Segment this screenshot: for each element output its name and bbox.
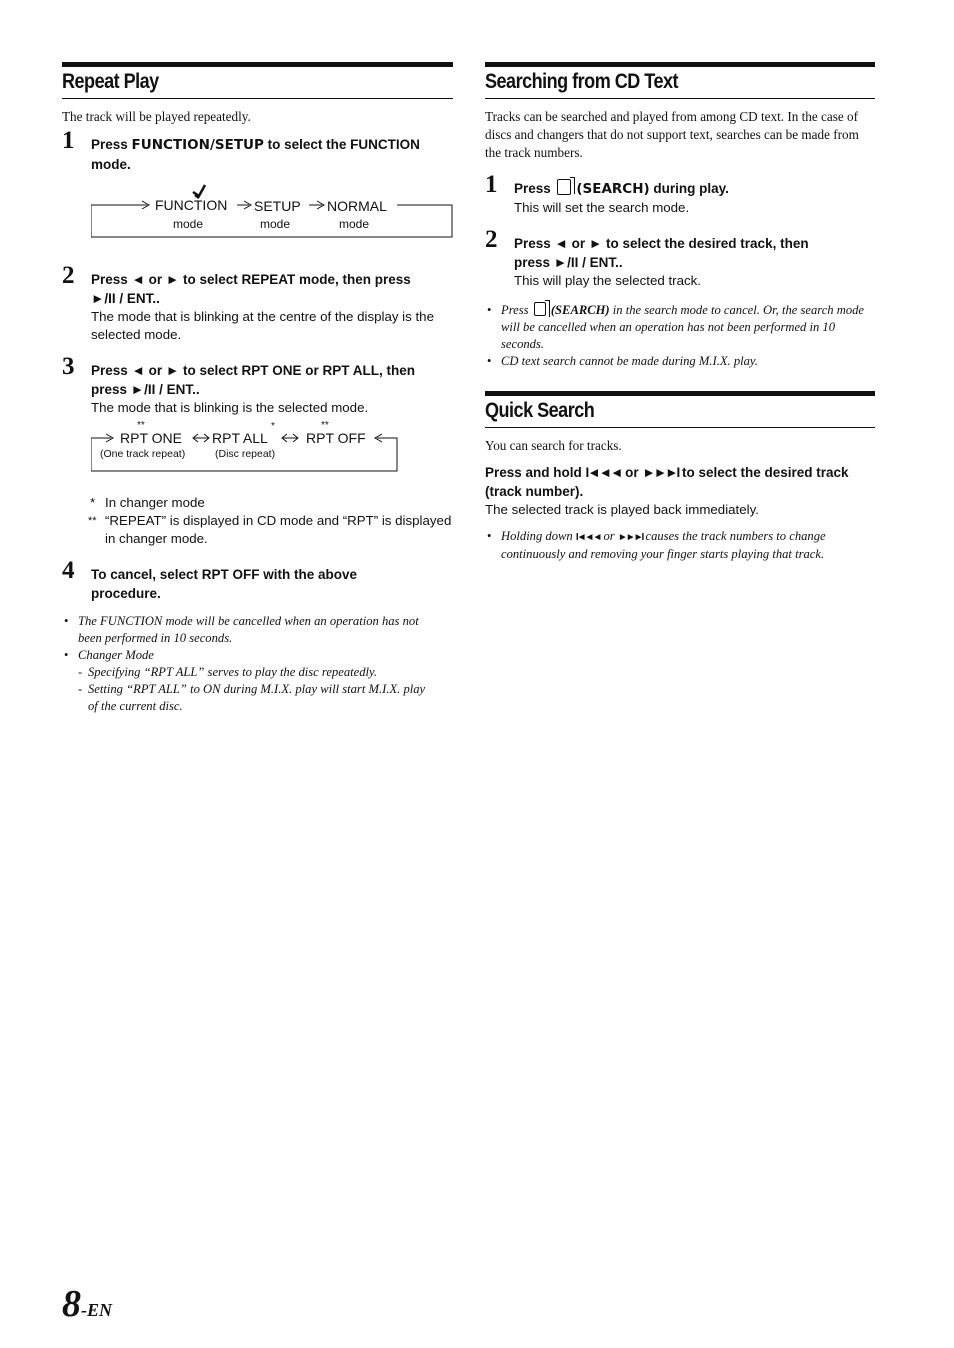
step-title-pre: Press — [514, 181, 551, 196]
step-title: To cancel, select RPT OFF with the above procedure. — [91, 567, 358, 601]
step-title — [91, 135, 453, 174]
bullet-dot: • — [487, 529, 492, 543]
section-title: Repeat Play — [62, 70, 159, 93]
step-title-line: Press ◄ or ► to select REPEAT mode, then press — [91, 272, 411, 287]
list-item — [62, 613, 435, 647]
search-button-label: (SEARCH) — [550, 303, 610, 317]
notes-list — [62, 613, 453, 664]
step-title-post: during play. — [649, 181, 729, 196]
mode-caption: mode — [173, 217, 204, 231]
step-title-line: press ►/II / ENT.. — [91, 382, 200, 397]
function-setup-button: FUNCTION/SETUP — [131, 137, 264, 153]
list-item-text: Press — [501, 303, 529, 317]
list-item-text: in the search mode to cancel. Or, the search mode will be cancelled when an operation has not been performed in 10 seconds. — [501, 303, 865, 351]
footnote-mark: * — [271, 421, 275, 432]
intro-text: The track will be played repeatedly. — [62, 109, 251, 124]
list-item — [485, 528, 875, 563]
step-number: 2 — [62, 262, 75, 289]
step-title-line: ►/II / ENT.. — [91, 291, 160, 306]
list-item-text: Specifying “RPT ALL” serves to play the disc repeatedly. — [88, 665, 378, 679]
function-label: FUNCTION — [155, 197, 228, 213]
list-item-text: causes the track numbers to change continuously and removing your finger starts playing that track. — [501, 529, 826, 561]
footnote-text: “REPEAT” is displayed in CD mode and “RPT” is displayed in changer mode. — [105, 513, 452, 546]
sub-bullet-dash: - — [78, 682, 83, 696]
step-4 — [62, 557, 453, 603]
step-title-post: to select the FUNCTION mode. — [91, 137, 420, 172]
list-item — [485, 353, 875, 370]
bullet-dot: • — [64, 648, 69, 662]
notes-list — [485, 528, 875, 563]
list-item-text: CD text search cannot be made during M.I.X. play. — [501, 354, 758, 368]
list-item-text: or — [600, 529, 618, 543]
one-track-caption: (One track repeat) — [100, 448, 186, 460]
footnote-mark: ** — [137, 420, 145, 431]
footnote-1 — [88, 494, 453, 512]
section-title: Searching from CD Text — [485, 70, 679, 93]
step-number: 3 — [62, 353, 75, 380]
repeat-mode-diagram — [91, 420, 401, 475]
page-number: 8 — [62, 1283, 81, 1325]
step-1 — [485, 171, 875, 217]
step-number: 1 — [485, 171, 498, 198]
list-item-text: Setting “RPT ALL” to ON during M.I.X. play will start M.I.X. play of the current disc. — [88, 682, 426, 713]
step-number: 2 — [485, 226, 498, 253]
step-body: The mode that is blinking is the selected mode. — [91, 400, 369, 415]
search-button-label: (SEARCH) — [576, 181, 650, 197]
page-language-suffix: -EN — [81, 1300, 112, 1320]
step-title — [514, 179, 875, 199]
next-track-icon: ►►►I — [642, 465, 679, 480]
step-body: This will set the search mode. — [514, 200, 690, 215]
search-icon — [557, 179, 571, 195]
sub-list-item — [62, 664, 453, 681]
repeat-play-section — [62, 62, 453, 715]
step-body: The selected track is played back immediately. — [485, 502, 759, 517]
footnote-mark: ** — [321, 420, 329, 431]
mode-caption: mode — [260, 217, 291, 231]
rpt-all-label: RPT ALL — [212, 430, 268, 446]
step-title-pre: Press and hold — [485, 465, 586, 480]
step-title-line: Press ◄ or ► to select RPT ONE or RPT ALL, then — [91, 363, 416, 378]
previous-track-icon: I◄◄◄ — [585, 465, 622, 480]
bullet-dot: • — [487, 303, 492, 317]
footnote-mark: ** — [88, 515, 97, 527]
step-2 — [485, 226, 875, 290]
step-title-line: press ►/II / ENT.. — [514, 255, 623, 270]
step-title-pre: Press — [91, 137, 132, 152]
previous-track-icon: I◄◄◄ — [575, 532, 601, 543]
section-header — [485, 62, 875, 99]
list-item — [485, 302, 875, 353]
list-item — [62, 647, 435, 664]
step-title-post: to select the desired track (track number). — [485, 465, 849, 499]
notes-list — [485, 302, 875, 370]
next-track-icon: ►►►I — [617, 532, 643, 543]
step-3 — [62, 353, 453, 417]
step-number: 1 — [62, 127, 75, 154]
sub-list-item — [62, 681, 453, 715]
function-mode-diagram — [91, 184, 453, 240]
rpt-one-label: RPT ONE — [120, 430, 182, 446]
disc-repeat-caption: (Disc repeat) — [215, 448, 276, 460]
list-item-text: The FUNCTION mode will be cancelled when an operation has not been performed in 10 seconds. — [78, 614, 419, 645]
section-header — [62, 62, 453, 99]
step-title-or: or — [621, 465, 643, 480]
footnote-mark: * — [90, 495, 96, 510]
normal-label: NORMAL — [327, 198, 387, 214]
intro-text: Tracks can be searched and played from among CD text. In the case of discs and changers that do not support text, searches can be made from the track numbers. — [485, 109, 859, 160]
list-item-text: Holding down — [501, 529, 576, 543]
page-footer — [62, 1282, 112, 1326]
step-title-line: Press ◄ or ► to select the desired track, then — [514, 236, 809, 251]
quick-search-header — [485, 391, 875, 428]
quick-search-step — [485, 463, 875, 501]
step-1 — [62, 127, 453, 174]
footnote-2 — [88, 512, 453, 548]
rpt-off-label: RPT OFF — [306, 430, 366, 446]
list-item-text: Changer Mode — [78, 648, 154, 662]
section-title: Quick Search — [485, 399, 595, 422]
sub-bullet-dash: - — [78, 665, 83, 679]
footnote-text: In changer mode — [105, 495, 205, 510]
step-body: This will play the selected track. — [514, 273, 701, 288]
bullet-dot: • — [487, 354, 492, 368]
intro-text: You can search for tracks. — [485, 438, 622, 453]
step-body: The mode that is blinking at the centre of the display is the selected mode. — [91, 309, 434, 342]
step-2 — [62, 262, 453, 344]
cd-text-search-section — [485, 62, 875, 563]
bullet-dot: • — [64, 614, 69, 628]
search-icon — [534, 302, 546, 316]
mode-caption: mode — [339, 217, 370, 231]
step-number: 4 — [62, 557, 75, 584]
setup-label: SETUP — [254, 198, 301, 214]
